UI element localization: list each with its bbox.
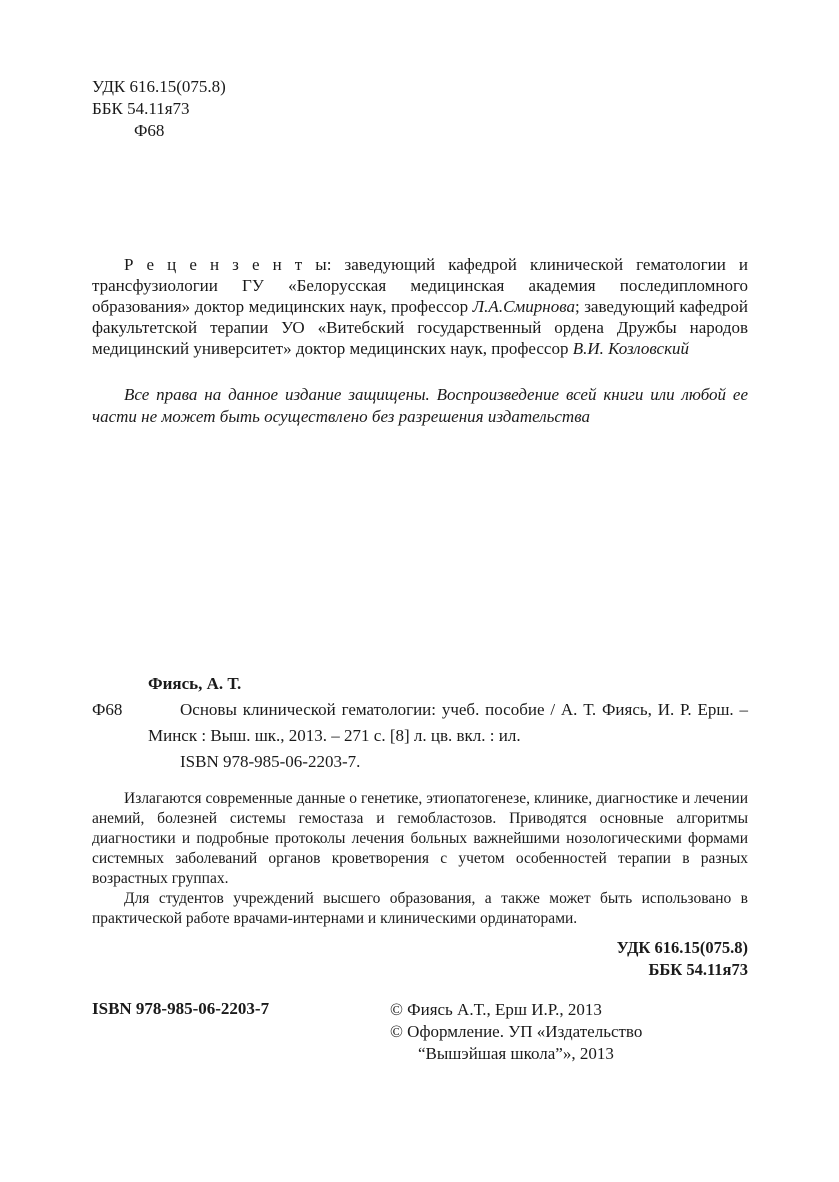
isbn-copyright-row: [92, 999, 748, 1065]
reviewers-paragraph: [92, 254, 748, 359]
catalog-card: [92, 671, 748, 775]
catalog-isbn: ISBN 978-985-06-2203-7.: [180, 752, 361, 771]
copyright-publisher: © Оформление. УП «Издательство “Вышэйшая школа”», 2013: [390, 1022, 643, 1063]
bbk-code-top: ББК 54.11я73: [92, 99, 190, 118]
author-sign-top: Ф68: [134, 121, 165, 140]
isbn-bottom: ISBN 978-985-06-2203-7: [92, 999, 270, 1018]
udk-code-top: УДК 616.15(075.8): [92, 77, 226, 96]
author-sign-entry: Ф68: [92, 700, 123, 719]
annotation-paragraph-1: Излагаются современные данные о генетике, этиопатогенезе, клинике, диагностике и лечении анемий, болезней системы гемостаза и гемобластозов. Приводятся основные алгоритмы диагностики и подробные протоколы лечения больных важнейшими нозологическими формами системных заболеваний органов кроветворения с учетом особенностей терапии в разных возрастных группах.: [92, 790, 748, 887]
top-classification-block: [92, 76, 748, 142]
copyright-authors: © Фиясь А.Т., Ерш И.Р., 2013: [390, 1000, 602, 1019]
catalog-author: Фиясь, А. Т.: [148, 674, 242, 693]
rights-notice: [92, 384, 748, 428]
reviewers-middle-text: ; заведующий кафедрой факультетской терапии УО «Витебский государственный ордена Дружбы народов медицинский университет» доктор медицинских наук, профессор: [92, 297, 749, 358]
reviewer-name-1: Л.А.Смирнова: [472, 297, 575, 316]
rights-notice-text: Все права на данное издание защищены. Воспроизведение всей книги или любой ее части не может быть осуществлено без разрешения издательства: [92, 385, 748, 426]
bbk-code-bottom: ББК 54.11я73: [648, 960, 748, 979]
reviewer-name-2: В.И. Козловский: [572, 339, 690, 358]
annotation-block: [92, 789, 748, 929]
catalog-entry: [92, 697, 748, 775]
reviewers-lead-text: Р е ц е н з е н т ы: заведующий кафедрой клинической гематологии и трансфузиологии ГУ «Белорусская медицинская академия последипломного образования» доктор медицинских наук, профессор: [92, 255, 748, 316]
classification-right-block: [92, 937, 748, 981]
copyright-block: [390, 999, 720, 1065]
catalog-entry-text: Основы клинической гематологии: учеб. пособие / А. Т. Фиясь, И. Р. Ерш. – Минск : Выш. шк., 2013. – 271 с. [8] л. цв. вкл. : ил.: [148, 700, 748, 745]
annotation-paragraph-2: Для студентов учреждений высшего образования, а также может быть использовано в практической работе врачами-интернами и клиническими ординаторами.: [92, 890, 748, 927]
udk-code-bottom: УДК 616.15(075.8): [616, 938, 748, 957]
